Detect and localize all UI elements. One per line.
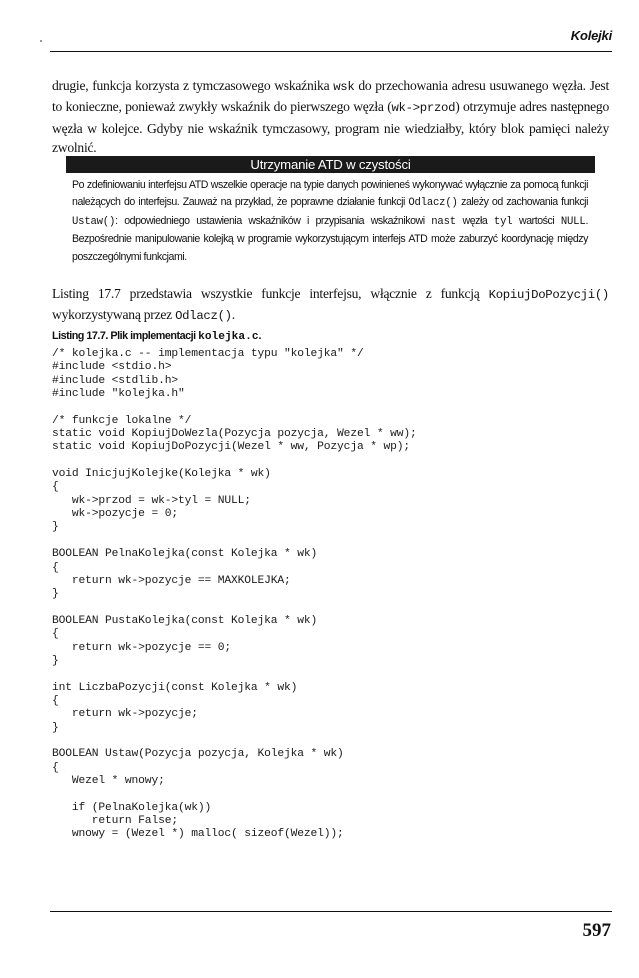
inline-code: KopiujDoPozycji(): [488, 288, 609, 302]
text-run: wartości: [512, 214, 561, 227]
text-run: . Bezpośrednie manipulowanie kolejką w programie wykorzystującym interfejs ATD może zaburzyć koordynację między poszczególnymi funkcjami.: [72, 214, 588, 263]
text-run: drugie, funkcja korzysta z tymczasowego wskaźnika: [52, 78, 334, 93]
text-run: węzła: [455, 214, 494, 227]
page-number: 597: [582, 920, 611, 941]
text-run: : odpowiedniego ustawienia wskaźników i przypisania wskaźnikowi: [115, 214, 432, 227]
text-run: Po zdefiniowaniu interfejsu ATD wszelkie operacje na typie danych powinieneś wykonywać wyłącznie za pomocą funkcji należących do interfejsu. Zauważ na przykład, że poprawne działanie funkcji: [72, 179, 588, 209]
inline-code: wsk: [333, 80, 355, 94]
inline-code: nast: [431, 215, 456, 228]
text-run: do przechowania adresu usuwanego węzła. Jest to konieczne, ponieważ zwykły wskaźnik do pierwszego węzła (: [52, 78, 609, 115]
text-run: ) otrzymuje adres następnego węzła w kolejce. Gdyby nie wskaźnik tymczasowy, program nie wiedziałby, który blok pamięci należy zwolnić.: [52, 99, 609, 155]
text-run: wykorzystywaną przez: [52, 307, 176, 323]
sidebar-box-title: Utrzymanie ATD w czystości: [66, 156, 595, 173]
sidebar-box-text: [72, 177, 588, 266]
header-rule: [50, 51, 612, 52]
inline-code: Odlacz(): [408, 197, 458, 210]
paragraph-free-node-explanation: [52, 76, 609, 157]
text-run: zależy od zachowania funkcji: [457, 196, 588, 209]
running-header-title: Kolejki: [570, 28, 612, 43]
caption-filename: kolejka.c: [198, 331, 259, 343]
text-run: .: [231, 307, 235, 323]
inline-code: NULL: [560, 215, 586, 228]
code-listing: /* kolejka.c -- implementacja typu "kolejka" */ #include <stdio.h> #include <stdlib.h> #include "kolejka.h" /* funkcje lokalne */ static void KopiujDoWezla(Pozycja pozycja, Wezel * ww); static void KopiujDoPozycji(Wezel * ww, Pozycja * wp); void InicjujKolejke(Kolejka * wk) { wk->przod = wk->tyl = NULL; wk->pozycje = 0; } BOOLEAN PelnaKolejka(const Kolejka * wk) { return wk->pozycje == MAXKOLEJKA; } BOOLEAN PustaKolejka(const Kolejka * wk) { return wk->pozycje == 0; } int LiczbaPozycji(const Kolejka * wk) { return wk->pozycje; } BOOLEAN Ustaw(Pozycja pozycja, Kolejka * wk) { Wezel * wnowy; if (PelnaKolejka(wk)) return False; wnowy = (Wezel *) malloc( sizeof(Wezel));: [52, 348, 417, 841]
paragraph-listing-intro: [52, 284, 609, 327]
inline-code: wk->przod: [391, 101, 456, 116]
inline-code: Ustaw(): [72, 215, 116, 228]
inline-code: tyl: [493, 215, 513, 228]
caption-label: Listing 17.7. Plik implementacji: [52, 330, 199, 342]
margin-mark: [40, 40, 42, 42]
footer-rule: [50, 911, 612, 912]
caption-end: .: [258, 330, 262, 342]
text-run: Listing 17.7 przedstawia wszystkie funkcje interfejsu, włącznie z funkcją: [52, 286, 489, 301]
inline-code: Odlacz(): [175, 309, 232, 324]
listing-caption: [52, 330, 261, 343]
